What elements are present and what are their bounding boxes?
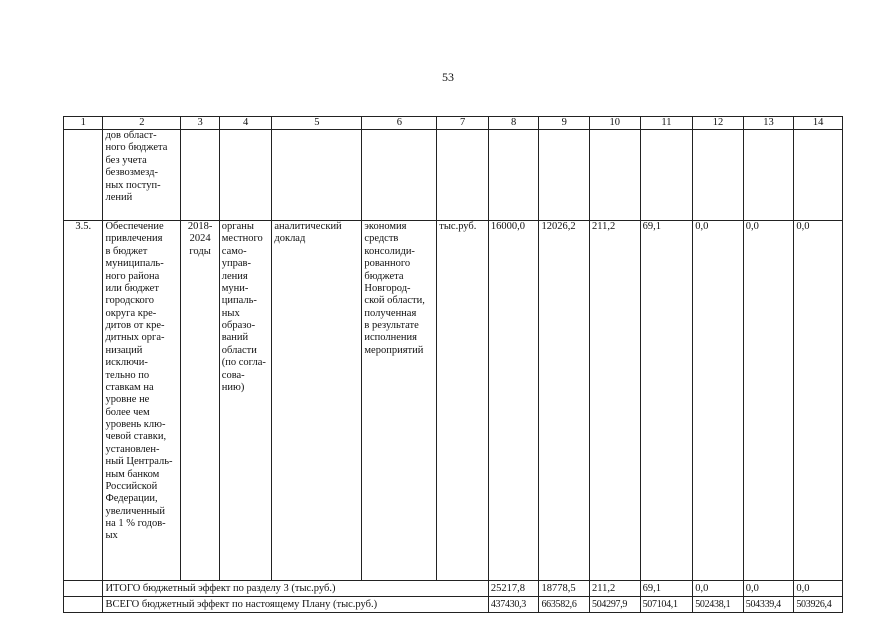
cell-empty	[590, 130, 641, 221]
grand-value-9: 663582,6	[539, 597, 590, 613]
cell-empty	[539, 130, 590, 221]
total-value-11: 69,1	[640, 581, 693, 597]
cell-empty	[64, 130, 103, 221]
cell-empty	[437, 130, 489, 221]
table-row-3-5	[64, 221, 843, 581]
cell-value-11: 69,1	[640, 221, 693, 581]
cell-empty	[693, 130, 744, 221]
total-value-10: 211,2	[590, 581, 641, 597]
cell-empty	[181, 130, 219, 221]
column-header: 14	[794, 117, 843, 130]
cell-value-13: 0,0	[743, 221, 794, 581]
column-header: 10	[590, 117, 641, 130]
cell-empty	[219, 130, 272, 221]
grand-value-11: 507104,1	[640, 597, 693, 613]
cell-empty	[272, 130, 362, 221]
section-total-label: ИТОГО бюджетный эффект по разделу 3 (тыс.руб.)	[103, 581, 488, 597]
column-header: 3	[181, 117, 219, 130]
column-header: 11	[640, 117, 693, 130]
cell-activity: Обеспечение привлечения в бюджет муниципаль- ного района или бюджет городского округа кре- дитов от кре- дитных орга- низаций исключи- тельно по ставкам на уровне не более чем уровень клю- чевой ставки, установлен- ный Централь- ным банком Российской Федерации, увеличенный на 1 % годов- ых	[103, 221, 181, 581]
grand-value-14: 503926,4	[794, 597, 843, 613]
continuation-row	[64, 130, 843, 221]
column-header: 4	[219, 117, 272, 130]
cell-value-8: 16000,0	[488, 221, 539, 581]
cell-item-number: 3.5.	[64, 221, 103, 581]
budget-plan-table	[63, 116, 843, 613]
cell-executor: органы местного само- управ- ления муни- ципаль- ных образо- ваний области (по согла- сова- нию)	[219, 221, 272, 581]
cell-value-9: 12026,2	[539, 221, 590, 581]
column-header: 2	[103, 117, 181, 130]
column-number-row	[64, 117, 843, 130]
column-header: 9	[539, 117, 590, 130]
grand-value-12: 502438,1	[693, 597, 744, 613]
cell-expected-result: экономия средств консолиди- рованного бюджета Новгород- ской области, полученная в результате исполнения мероприятий	[362, 221, 437, 581]
column-header: 6	[362, 117, 437, 130]
column-header: 13	[743, 117, 794, 130]
column-header: 12	[693, 117, 744, 130]
cell-unit: тыс.руб.	[437, 221, 489, 581]
cell-empty	[488, 130, 539, 221]
section-total-row	[64, 581, 843, 597]
grand-value-10: 504297,9	[590, 597, 641, 613]
cell-empty	[64, 597, 103, 613]
cell-value-12: 0,0	[693, 221, 744, 581]
cell-completion-form: аналитический доклад	[272, 221, 362, 581]
grand-value-8: 437430,3	[488, 597, 539, 613]
total-value-13: 0,0	[743, 581, 794, 597]
cell-empty	[64, 581, 103, 597]
cell-period: 2018- 2024 годы	[181, 221, 219, 581]
grand-total-label: ВСЕГО бюджетный эффект по настоящему Плану (тыс.руб.)	[103, 597, 488, 613]
cell-empty	[743, 130, 794, 221]
column-header: 7	[437, 117, 489, 130]
cell-empty	[362, 130, 437, 221]
column-header: 5	[272, 117, 362, 130]
total-value-9: 18778,5	[539, 581, 590, 597]
grand-total-row	[64, 597, 843, 613]
column-header: 8	[488, 117, 539, 130]
grand-value-13: 504339,4	[743, 597, 794, 613]
cell-empty	[640, 130, 693, 221]
cell-value-14: 0,0	[794, 221, 843, 581]
cell-activity-continuation: дов област- ного бюджета без учета безвозмезд- ных поступ- лений	[103, 130, 181, 221]
total-value-8: 25217,8	[488, 581, 539, 597]
column-header: 1	[64, 117, 103, 130]
total-value-14: 0,0	[794, 581, 843, 597]
total-value-12: 0,0	[693, 581, 744, 597]
cell-value-10: 211,2	[590, 221, 641, 581]
page-number: 53	[442, 70, 454, 84]
cell-empty	[794, 130, 843, 221]
